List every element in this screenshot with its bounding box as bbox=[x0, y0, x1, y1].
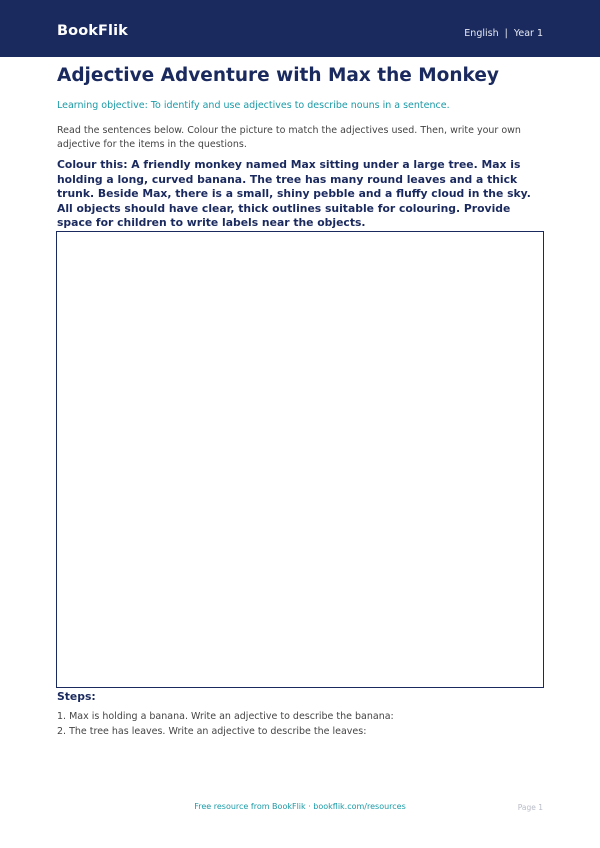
step-item: 1. Max is holding a banana. Write an adjective to describe the banana: bbox=[57, 711, 394, 722]
steps-heading: Steps: bbox=[57, 690, 96, 703]
page-header bbox=[0, 0, 600, 57]
step-item: 2. The tree has leaves. Write an adjective to describe the leaves: bbox=[57, 726, 367, 737]
steps-list bbox=[57, 711, 547, 741]
colouring-prompt: Colour this: A friendly monkey named Max sitting under a large tree. Max is holding a long, curved banana. The tree has many round leaves and a thick trunk. Beside Max, there is a small, shiny pebble and a fluffy cloud in the sky. All objects should have clear, thick outlines suitable for colouring. Provide space for children to write labels near the objects. bbox=[57, 158, 531, 229]
colouring-area[interactable] bbox=[56, 231, 544, 688]
learning-objective: Learning objective: To identify and use adjectives to describe nouns in a sentence. bbox=[57, 100, 450, 111]
subject-year-meta bbox=[464, 28, 543, 39]
footer-resource-link[interactable]: Free resource from BookFlik · bookflik.com/resources bbox=[194, 802, 406, 811]
page-title: Adjective Adventure with Max the Monkey bbox=[57, 65, 499, 86]
subject-label: English bbox=[464, 28, 499, 39]
page-number: Page 1 bbox=[517, 803, 543, 812]
meta-separator: | bbox=[504, 28, 508, 39]
instructions-text: Read the sentences below. Colour the picture to match the adjectives used. Then, write your own adjective for the items in the questions. bbox=[57, 125, 521, 150]
brand-logo[interactable]: BookFlik bbox=[57, 23, 128, 39]
year-label: Year 1 bbox=[513, 28, 543, 39]
